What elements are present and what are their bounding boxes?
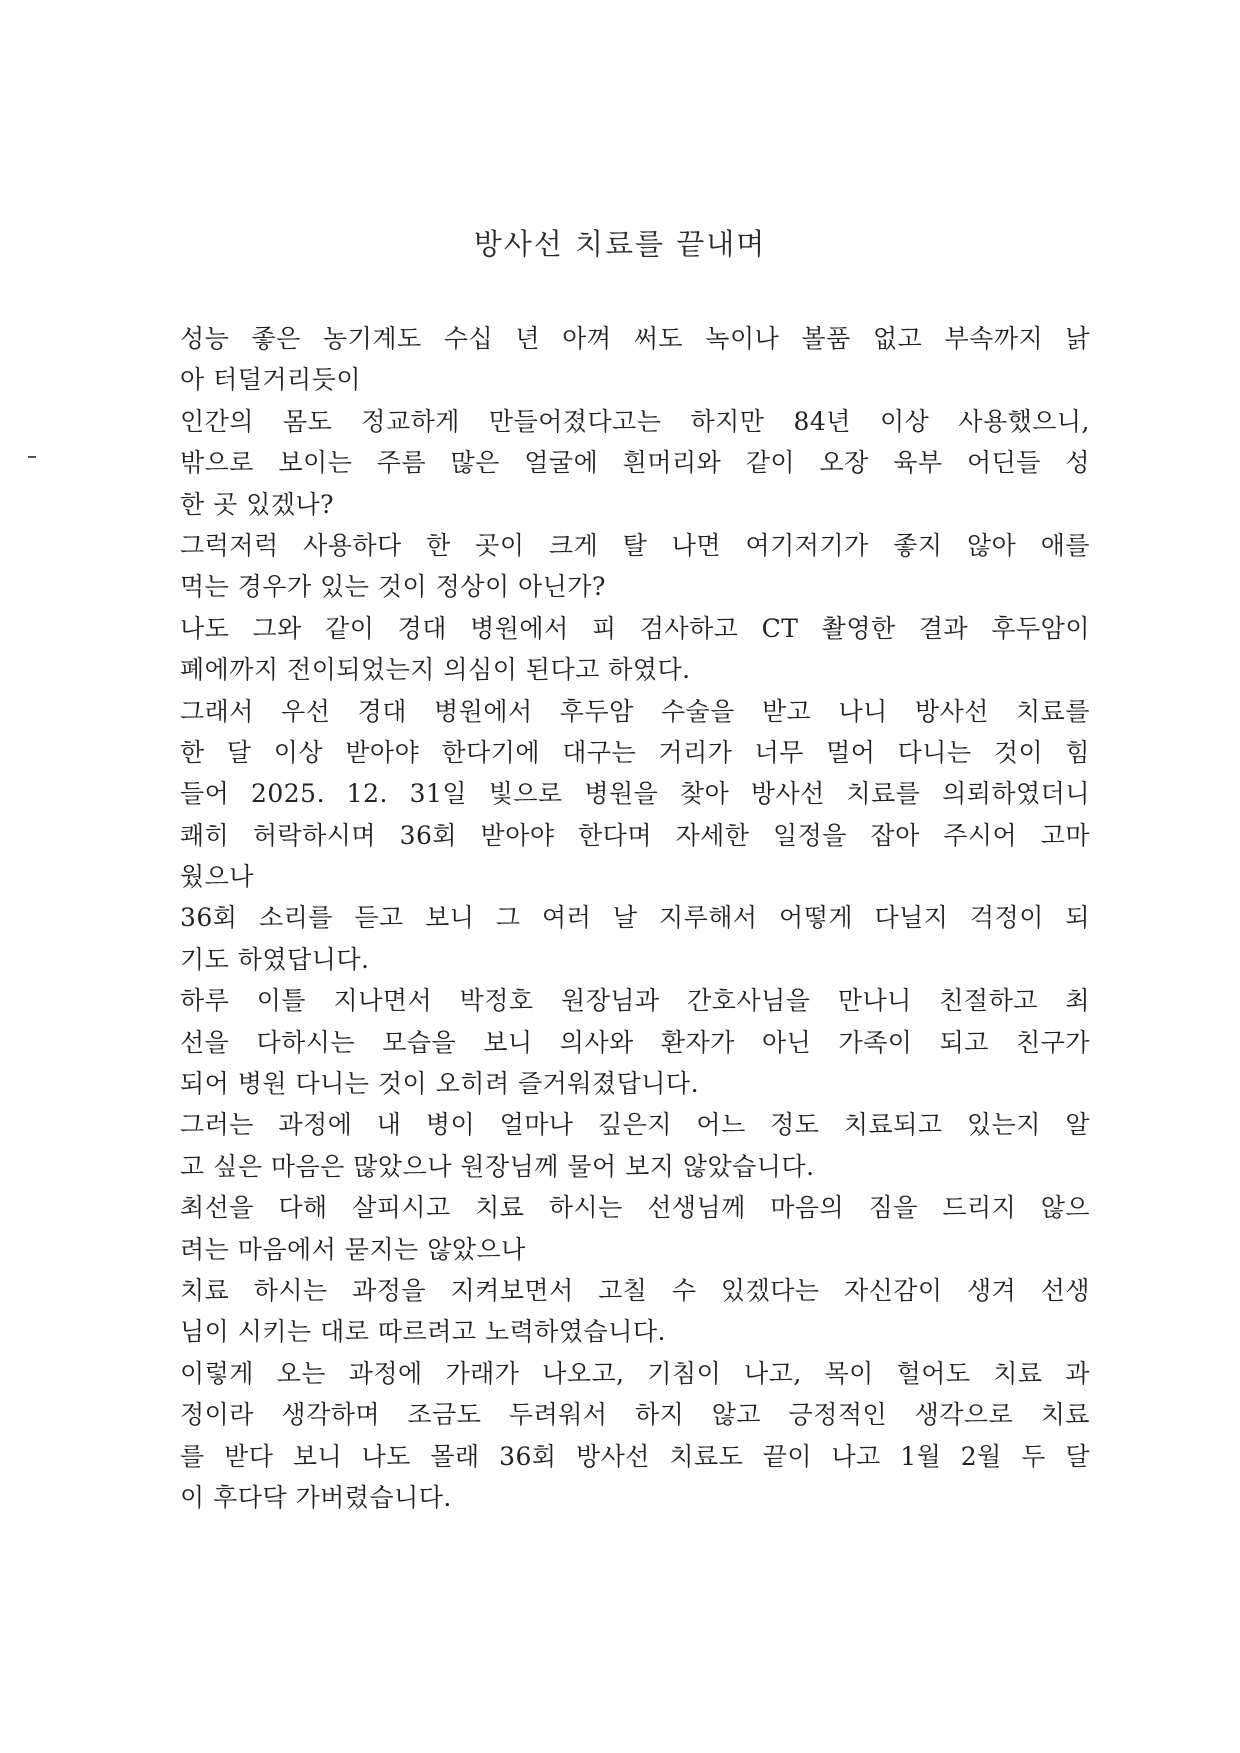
text-line: 이렇게 오는 과정에 가래가 나오고, 기침이 나고, 목이 헐어도 치료 과 (180, 1358, 1090, 1388)
text-line: 님이 시키는 대로 따르려고 노력하였습니다. (180, 1317, 666, 1347)
text-line: 36회 소리를 듣고 보니 그 여러 날 지루해서 어떻게 다닐지 걱정이 되 (180, 903, 1090, 933)
text-line: 먹는 경우가 있는 것이 정상이 아닌가? (180, 572, 606, 602)
text-line: 하루 이틀 지나면서 박정호 원장님과 간호사님을 만나니 친절하고 최 (180, 986, 1090, 1016)
text-line: 치료 하시는 과정을 지켜보면서 고칠 수 있겠다는 자신감이 생겨 선생 (180, 1275, 1090, 1305)
scan-artifact-mark (28, 456, 36, 458)
text-line: 한 달 이상 받아야 한다기에 대구는 거리가 너무 멀어 다니는 것이 힘 (180, 737, 1090, 767)
text-line: 그래서 우선 경대 병원에서 후두암 수술을 받고 나니 방사선 치료를 (180, 696, 1090, 726)
text-line: 폐에까지 전이되었는지 의심이 된다고 하였다. (180, 655, 691, 685)
text-line: 나도 그와 같이 경대 병원에서 피 검사하고 CT 촬영한 결과 후두암이 (180, 613, 1090, 643)
text-line: 밖으로 보이는 주름 많은 얼굴에 흰머리와 같이 오장 육부 어딘들 성 (180, 448, 1090, 478)
text-line: 를 받다 보니 나도 몰래 36회 방사선 치료도 끝이 나고 1월 2월 두 달 (180, 1441, 1090, 1471)
document-body (180, 318, 1090, 1518)
text-line: 선을 다하시는 모습을 보니 의사와 환자가 아닌 가족이 되고 친구가 (180, 1027, 1090, 1057)
text-line: 그럭저럭 사용하다 한 곳이 크게 탈 나면 여기저기가 좋지 않아 애를 (180, 530, 1090, 560)
text-line: 이 후다닥 가버렸습니다. (180, 1482, 452, 1512)
document-title: 방사선 치료를 끝내며 (473, 227, 767, 261)
text-line: 정이라 생각하며 조금도 두려워서 하지 않고 긍정적인 생각으로 치료 (180, 1400, 1090, 1430)
text-line: 웠으나 (180, 862, 254, 892)
text-line: 그러는 과정에 내 병이 얼마나 깊은지 어느 정도 치료되고 있는지 알 (180, 1110, 1090, 1140)
text-line: 인간의 몸도 정교하게 만들어졌다고는 하지만 84년 이상 사용했으니, (180, 406, 1090, 436)
text-line: 아 터덜거리듯이 (180, 365, 361, 395)
text-line: 려는 마음에서 묻지는 않았으나 (180, 1234, 526, 1264)
text-line: 쾌히 허락하시며 36회 받아야 한다며 자세한 일정을 잡아 주시어 고마 (180, 820, 1090, 850)
text-line: 기도 하였답니다. (180, 944, 370, 974)
text-line: 되어 병원 다니는 것이 오히려 즐거워졌답니다. (180, 1069, 700, 1099)
text-line: 들어 2025. 12. 31일 빛으로 병원을 찾아 방사선 치료를 의뢰하였더니 (180, 779, 1090, 809)
text-line: 고 싶은 마음은 많았으나 원장님께 물어 보지 않았습니다. (180, 1151, 815, 1181)
text-line: 최선을 다해 살피시고 치료 하시는 선생님께 마음의 짐을 드리지 않으 (180, 1193, 1090, 1223)
text-line: 한 곳 있겠나? (180, 489, 335, 519)
text-line: 성능 좋은 농기계도 수십 년 아껴 써도 녹이나 볼품 없고 부속까지 낡 (180, 324, 1090, 353)
